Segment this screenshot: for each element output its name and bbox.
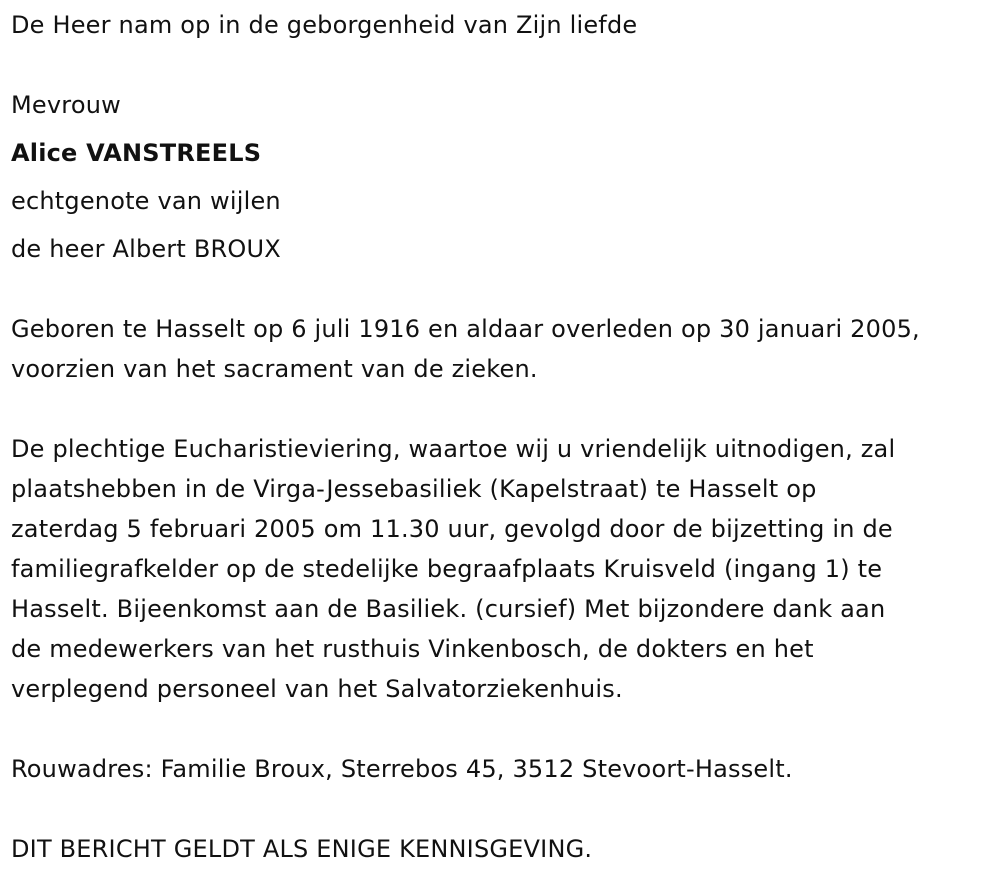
paragraph-line: zaterdag 5 februari 2005 om 11.30 uur, gevolgd door de bijzetting in de <box>11 515 893 543</box>
husband-name: de heer Albert BROUX <box>11 235 281 263</box>
paragraph-line: Hasselt. Bijeenkomst aan de Basiliek. (cursief) Met bijzondere dank aan <box>11 595 886 623</box>
intro-line: De Heer nam op in de geborgenheid van Zijn liefde <box>11 11 638 39</box>
birth-death-paragraph <box>11 309 996 389</box>
paragraph-line: De plechtige Eucharistieviering, waartoe wij u vriendelijk uitnodigen, zal <box>11 435 896 463</box>
deceased-name: Alice VANSTREELS <box>11 139 262 167</box>
ceremony-paragraph <box>11 429 996 709</box>
paragraph-line: voorzien van het sacrament van de zieken. <box>11 355 538 383</box>
paragraph-line: verplegend personeel van het Salvatorziekenhuis. <box>11 675 623 703</box>
relation-line: echtgenote van wijlen <box>11 187 281 215</box>
paragraph-line: plaatshebben in de Virga-Jessebasiliek (Kapelstraat) te Hasselt op <box>11 475 817 503</box>
mourning-address: Rouwadres: Familie Broux, Sterrebos 45, 3512 Stevoort-Hasselt. <box>11 755 793 783</box>
salutation: Mevrouw <box>11 91 121 119</box>
paragraph-line: Geboren te Hasselt op 6 juli 1916 en aldaar overleden op 30 januari 2005, <box>11 315 920 343</box>
paragraph-line: familiegrafkelder op de stedelijke begraafplaats Kruisveld (ingang 1) te <box>11 555 883 583</box>
notice-statement: DIT BERICHT GELDT ALS ENIGE KENNISGEVING. <box>11 835 593 863</box>
paragraph-line: de medewerkers van het rusthuis Vinkenbosch, de dokters en het <box>11 635 814 663</box>
